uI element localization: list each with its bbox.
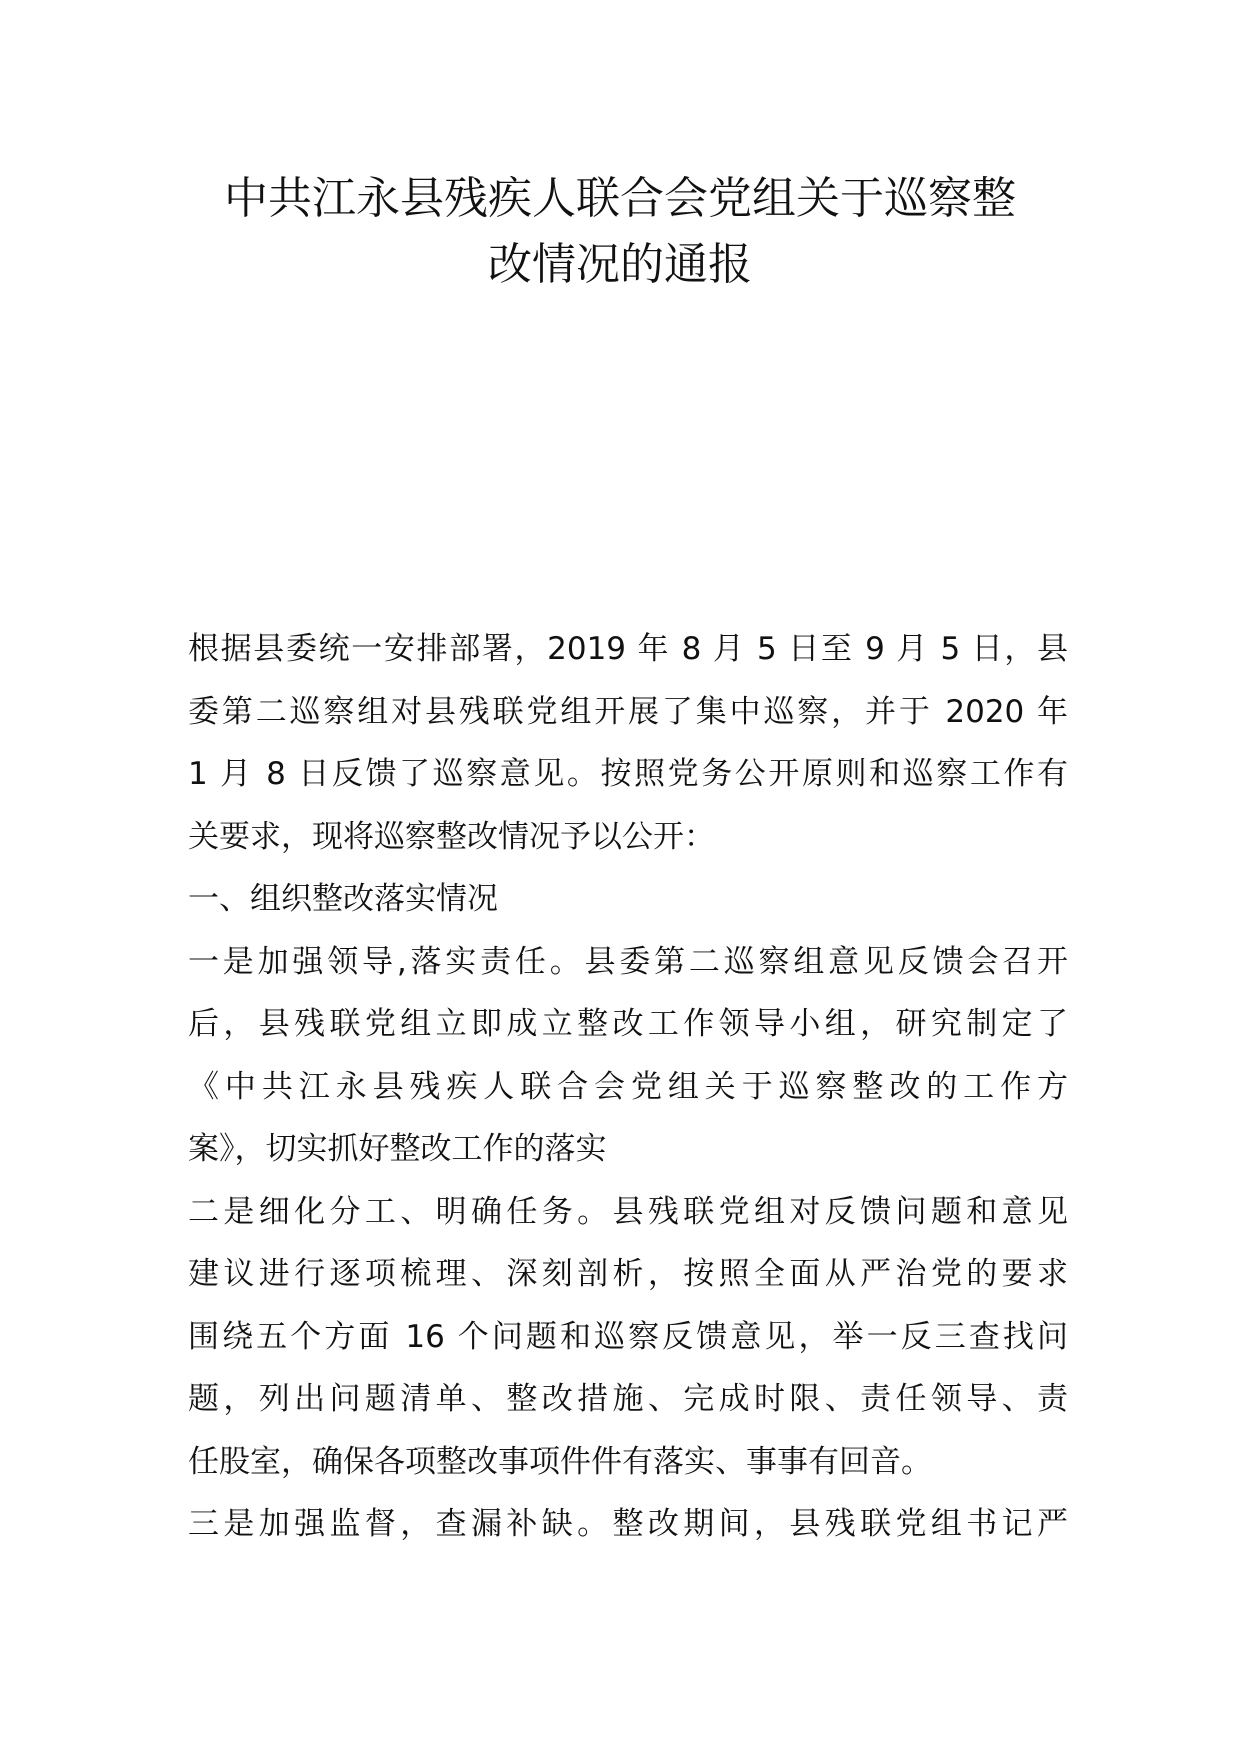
body-line: 三是加强监督，查漏补缺。整改期间，县残联党组书记严: [188, 1506, 1068, 1542]
body-line: 建议进行逐项梳理、深刻剖析，按照全面从严治党的要求: [188, 1256, 1068, 1292]
document-body: [188, 618, 1068, 1556]
document-title: [190, 166, 1050, 298]
body-line: 二是细化分工、明确任务。县残联党组对反馈问题和意见: [188, 1193, 1068, 1230]
body-line: 一是加强领导,落实责任。县委第二巡察组意见反馈会召开: [188, 943, 1068, 980]
body-line: 根据县委统一安排部署，2019 年 8 月 5 日至 9 月 5 日，县: [188, 631, 1068, 667]
body-line: 围绕五个方面 16 个问题和巡察反馈意见，举一反三查找问: [188, 1318, 1068, 1355]
body-line: 1 月 8 日反馈了巡察意见。按照党务公开原则和巡察工作有: [188, 756, 1068, 792]
body-line: 案》，切实抓好整改工作的落实: [188, 1131, 607, 1167]
body-line: 任股室，确保各项整改事项件件有落实、事事有回音。: [188, 1443, 932, 1480]
title-line-1: 中共江永县残疾人联合会党组关于巡察整: [224, 173, 1016, 224]
body-line: 《中共江永县残疾人联合会党组关于巡察整改的工作方: [188, 1068, 1068, 1105]
body-line: 委第二巡察组对县残联党组开展了集中巡察，并于 2020 年: [188, 693, 1068, 730]
title-line-2: 改情况的通报: [488, 239, 752, 290]
body-line: 关要求，现将巡察整改情况予以公开：: [188, 818, 715, 855]
body-line: 题，列出问题清单、整改措施、完成时限、责任领导、责: [188, 1381, 1068, 1417]
body-line: 后，县残联党组立即成立整改工作领导小组，研究制定了: [188, 1006, 1068, 1042]
section-heading: 一、组织整改落实情况: [188, 881, 498, 917]
